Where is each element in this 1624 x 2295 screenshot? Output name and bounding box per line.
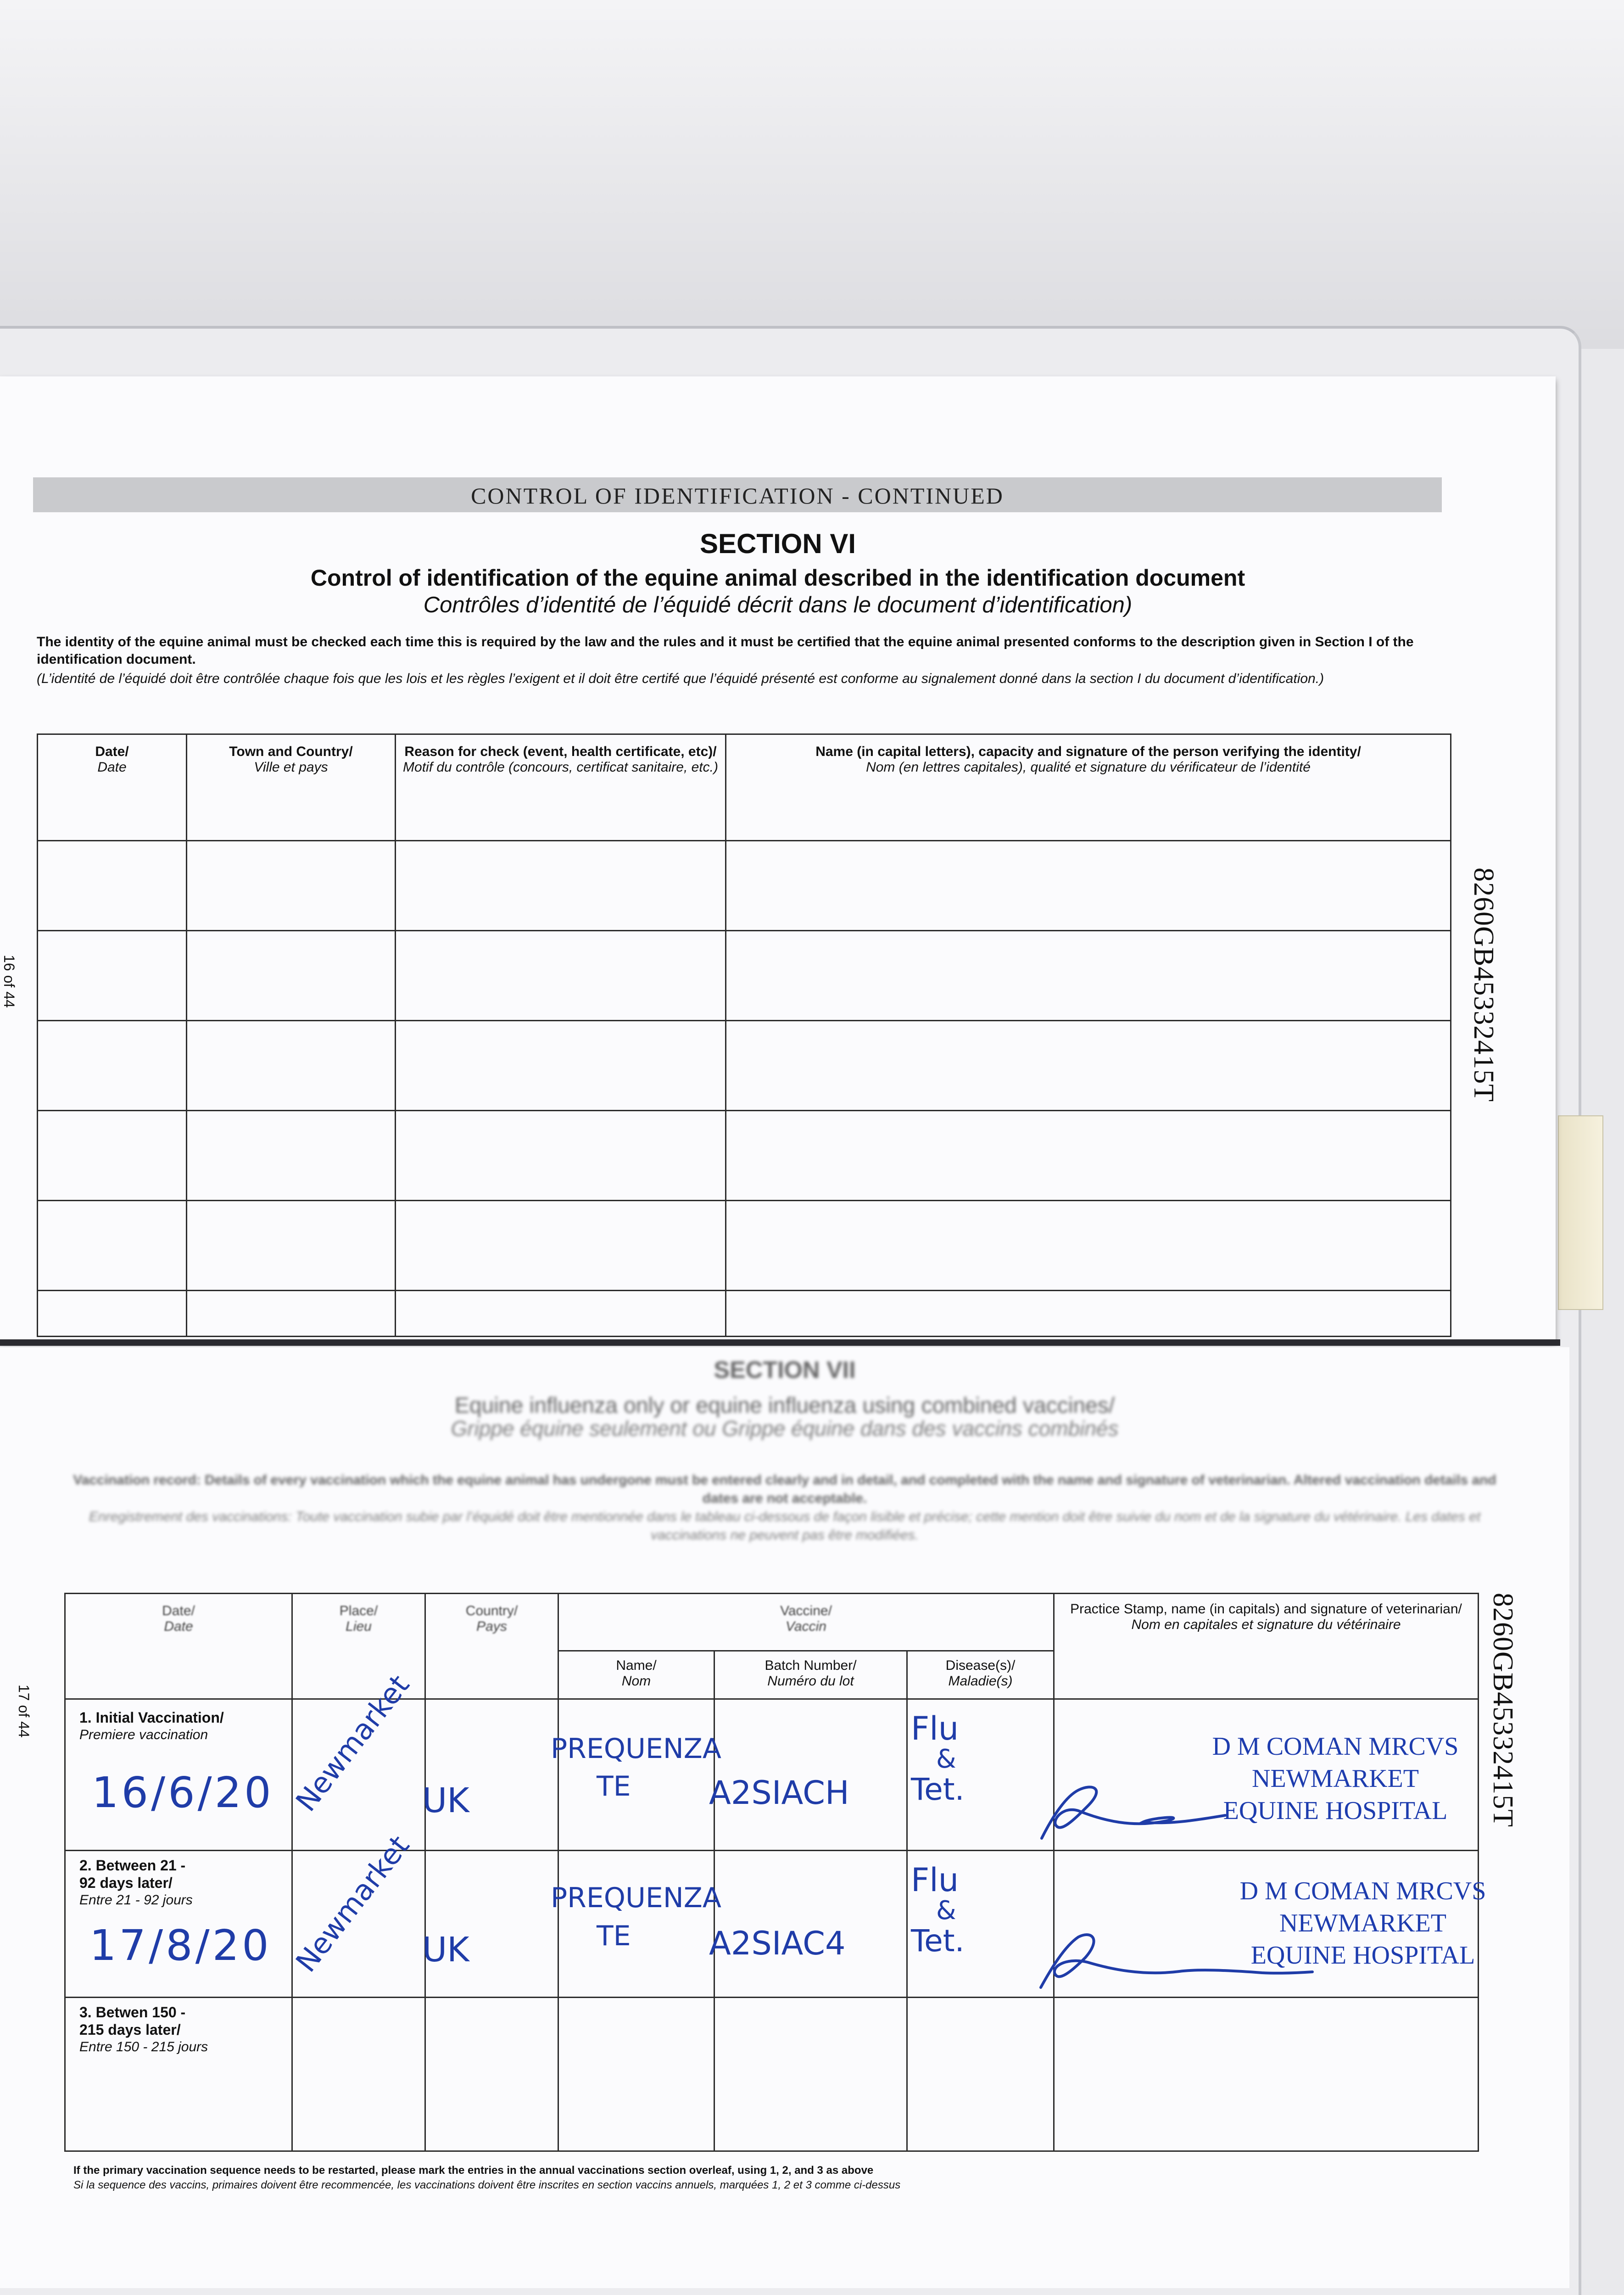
vet-stamp-1: D M COMAN MRCVS NEWMARKET EQUINE HOSPITAL [1212, 1732, 1459, 1825]
row2-vaccine-name-2: TE [597, 1920, 631, 1952]
col-date: Date/ Date [38, 734, 187, 841]
col-practice-stamp: Practice Stamp, name (in capitals) and signature of veterinarian/ Nom en capitales et signature du vétérinaire [1054, 1594, 1479, 1699]
table-row [38, 1111, 1451, 1201]
col-town-country: Town and Country/ Ville et pays [187, 734, 396, 841]
row2-disease: Flu [911, 1861, 959, 1899]
row1-vaccine-name-2: TE [597, 1770, 631, 1802]
vaccination-row-2: 2. Between 21 - 92 days later/ Entre 21 - 92 jours [65, 1851, 1479, 1998]
page-number: 17 of 44 [16, 1685, 32, 1738]
section-title: SECTION VI [699, 528, 856, 559]
row1-disease: Flu [911, 1710, 959, 1747]
col-vaccine-name: Name/ Nom [558, 1651, 714, 1699]
serial-number: 8260GB45332415T [1468, 868, 1499, 1102]
footnote-en: If the primary vaccination sequence needs to be restarted, please mark the entries in the annual vaccinations section overleaf, using 1, 2, and 3 as above [73, 2164, 874, 2177]
binder-clip [1558, 1115, 1603, 1310]
row1-country: UK [422, 1781, 469, 1820]
intro-fr: Enregistrement des vaccinations: Toute vaccination subie par l’équidé doit être mentionnée dans le tableau ci-dessous de façon lisible et précise; cette mention doit être suivie du nom et de la signature du vétérinaire. Les dates et vaccinations ne peuvent pas être modifiées. [89, 1509, 1481, 1543]
row1-disease-3: Tet. [911, 1772, 965, 1807]
table-row [38, 1021, 1451, 1111]
row2-vaccine-name: PREQUENZA [551, 1882, 721, 1914]
vet-signature-1 [1032, 1769, 1289, 1843]
header-bar: CONTROL OF IDENTIFICATION - CONTINUED [33, 477, 1442, 512]
col-place: Place/ Lieu [292, 1594, 425, 1699]
col-disease: Disease(s)/ Maladie(s) [907, 1651, 1054, 1699]
intro-en: Vaccination record: Details of every vaccination which the equine animal has undergone must be entered clearly and in detail, and completed with the name and signature of veterinarian. Altered vaccination details and dates are not acceptable. [73, 1472, 1496, 1506]
row1-batch: A2SIACH [709, 1774, 849, 1812]
vet-stamp-2: D M COMAN MRCVS NEWMARKET EQUINE HOSPITAL [1239, 1877, 1486, 1970]
row1-place: Newmarket [289, 1668, 416, 1818]
title-en: Equine influenza only or equine influenza using combined vaccines/ [454, 1394, 1115, 1418]
title-fr: Grippe équine seulement ou Grippe équine dans des vaccins combinés [451, 1416, 1119, 1440]
vaccination-table [64, 1593, 1479, 2152]
vaccination-row-3: 3. Betwen 150 - 215 days later/ Entre 150 - 215 jours [65, 1998, 1479, 2151]
table-row [38, 1291, 1451, 1337]
serial-number: 8260GB45332415T [1487, 1593, 1518, 1827]
table-row [38, 931, 1451, 1021]
table-row [38, 841, 1451, 931]
col-batch-number: Batch Number/ Numéro du lot [714, 1651, 907, 1699]
background [0, 0, 1624, 349]
row2-batch: A2SIAC4 [709, 1925, 846, 1962]
intro-en: The identity of the equine animal must be checked each time this is required by the law and the rules and it must be certified that the equine animal presented conforms to the description given in Section I of the identification document. [37, 634, 1414, 667]
col-date: Date/ Date [65, 1594, 292, 1699]
title-fr: Contrôles d’identité de l’équidé décrit dans le document d’identification) [423, 593, 1133, 617]
page-17 [0, 1347, 1569, 2288]
col-country: Country/ Pays [425, 1594, 558, 1699]
row2-disease-2: & [936, 1896, 956, 1926]
vaccination-row-1: 1. Initial Vaccination/ Premiere vaccination [65, 1699, 1479, 1851]
section-title: SECTION VII [714, 1357, 856, 1383]
col-reason: Reason for check (event, health certificate, etc)/ Motif du contrôle (concours, certificat sanitaire, etc.) [396, 734, 726, 841]
row1-date: 16/6/20 [92, 1768, 274, 1817]
row2-country: UK [422, 1930, 469, 1970]
table-row [38, 1201, 1451, 1291]
col-verifier: Name (in capital letters), capacity and signature of the person verifying the identity/ Nom (en lettres capitales), qualité et signature du vérificateur de l’identité [726, 734, 1451, 841]
identity-check-table [37, 733, 1451, 1337]
row1-vaccine-name: PREQUENZA [551, 1733, 721, 1765]
row1-disease-2: & [936, 1744, 956, 1774]
page-fold [0, 1339, 1560, 1346]
page-16 [0, 376, 1556, 1340]
col-vaccine: Vaccine/ Vaccin [558, 1594, 1054, 1651]
vet-signature-2 [1032, 1919, 1317, 1992]
title-en: Control of identification of the equine animal described in the identification document [310, 565, 1245, 591]
page-number: 16 of 44 [1, 955, 17, 1008]
row2-date: 17/8/20 [89, 1921, 272, 1970]
intro-fr: (L’identité de l’équidé doit être contrôlée chaque fois que les lois et les règles l’exigent et il doit être certifé que l’équidé présenté est conforme au signalement donné dans la section I du document d’identification.) [37, 671, 1324, 686]
row2-place: Newmarket [289, 1829, 416, 1978]
row2-disease-3: Tet. [911, 1923, 965, 1959]
footnote-fr: Si la sequence des vaccins, primaires doivent être recommencée, les vaccinations doivent être inscrites en section vaccins annuels, marquées 1, 2 et 3 comme ci-dessus [73, 2179, 901, 2191]
